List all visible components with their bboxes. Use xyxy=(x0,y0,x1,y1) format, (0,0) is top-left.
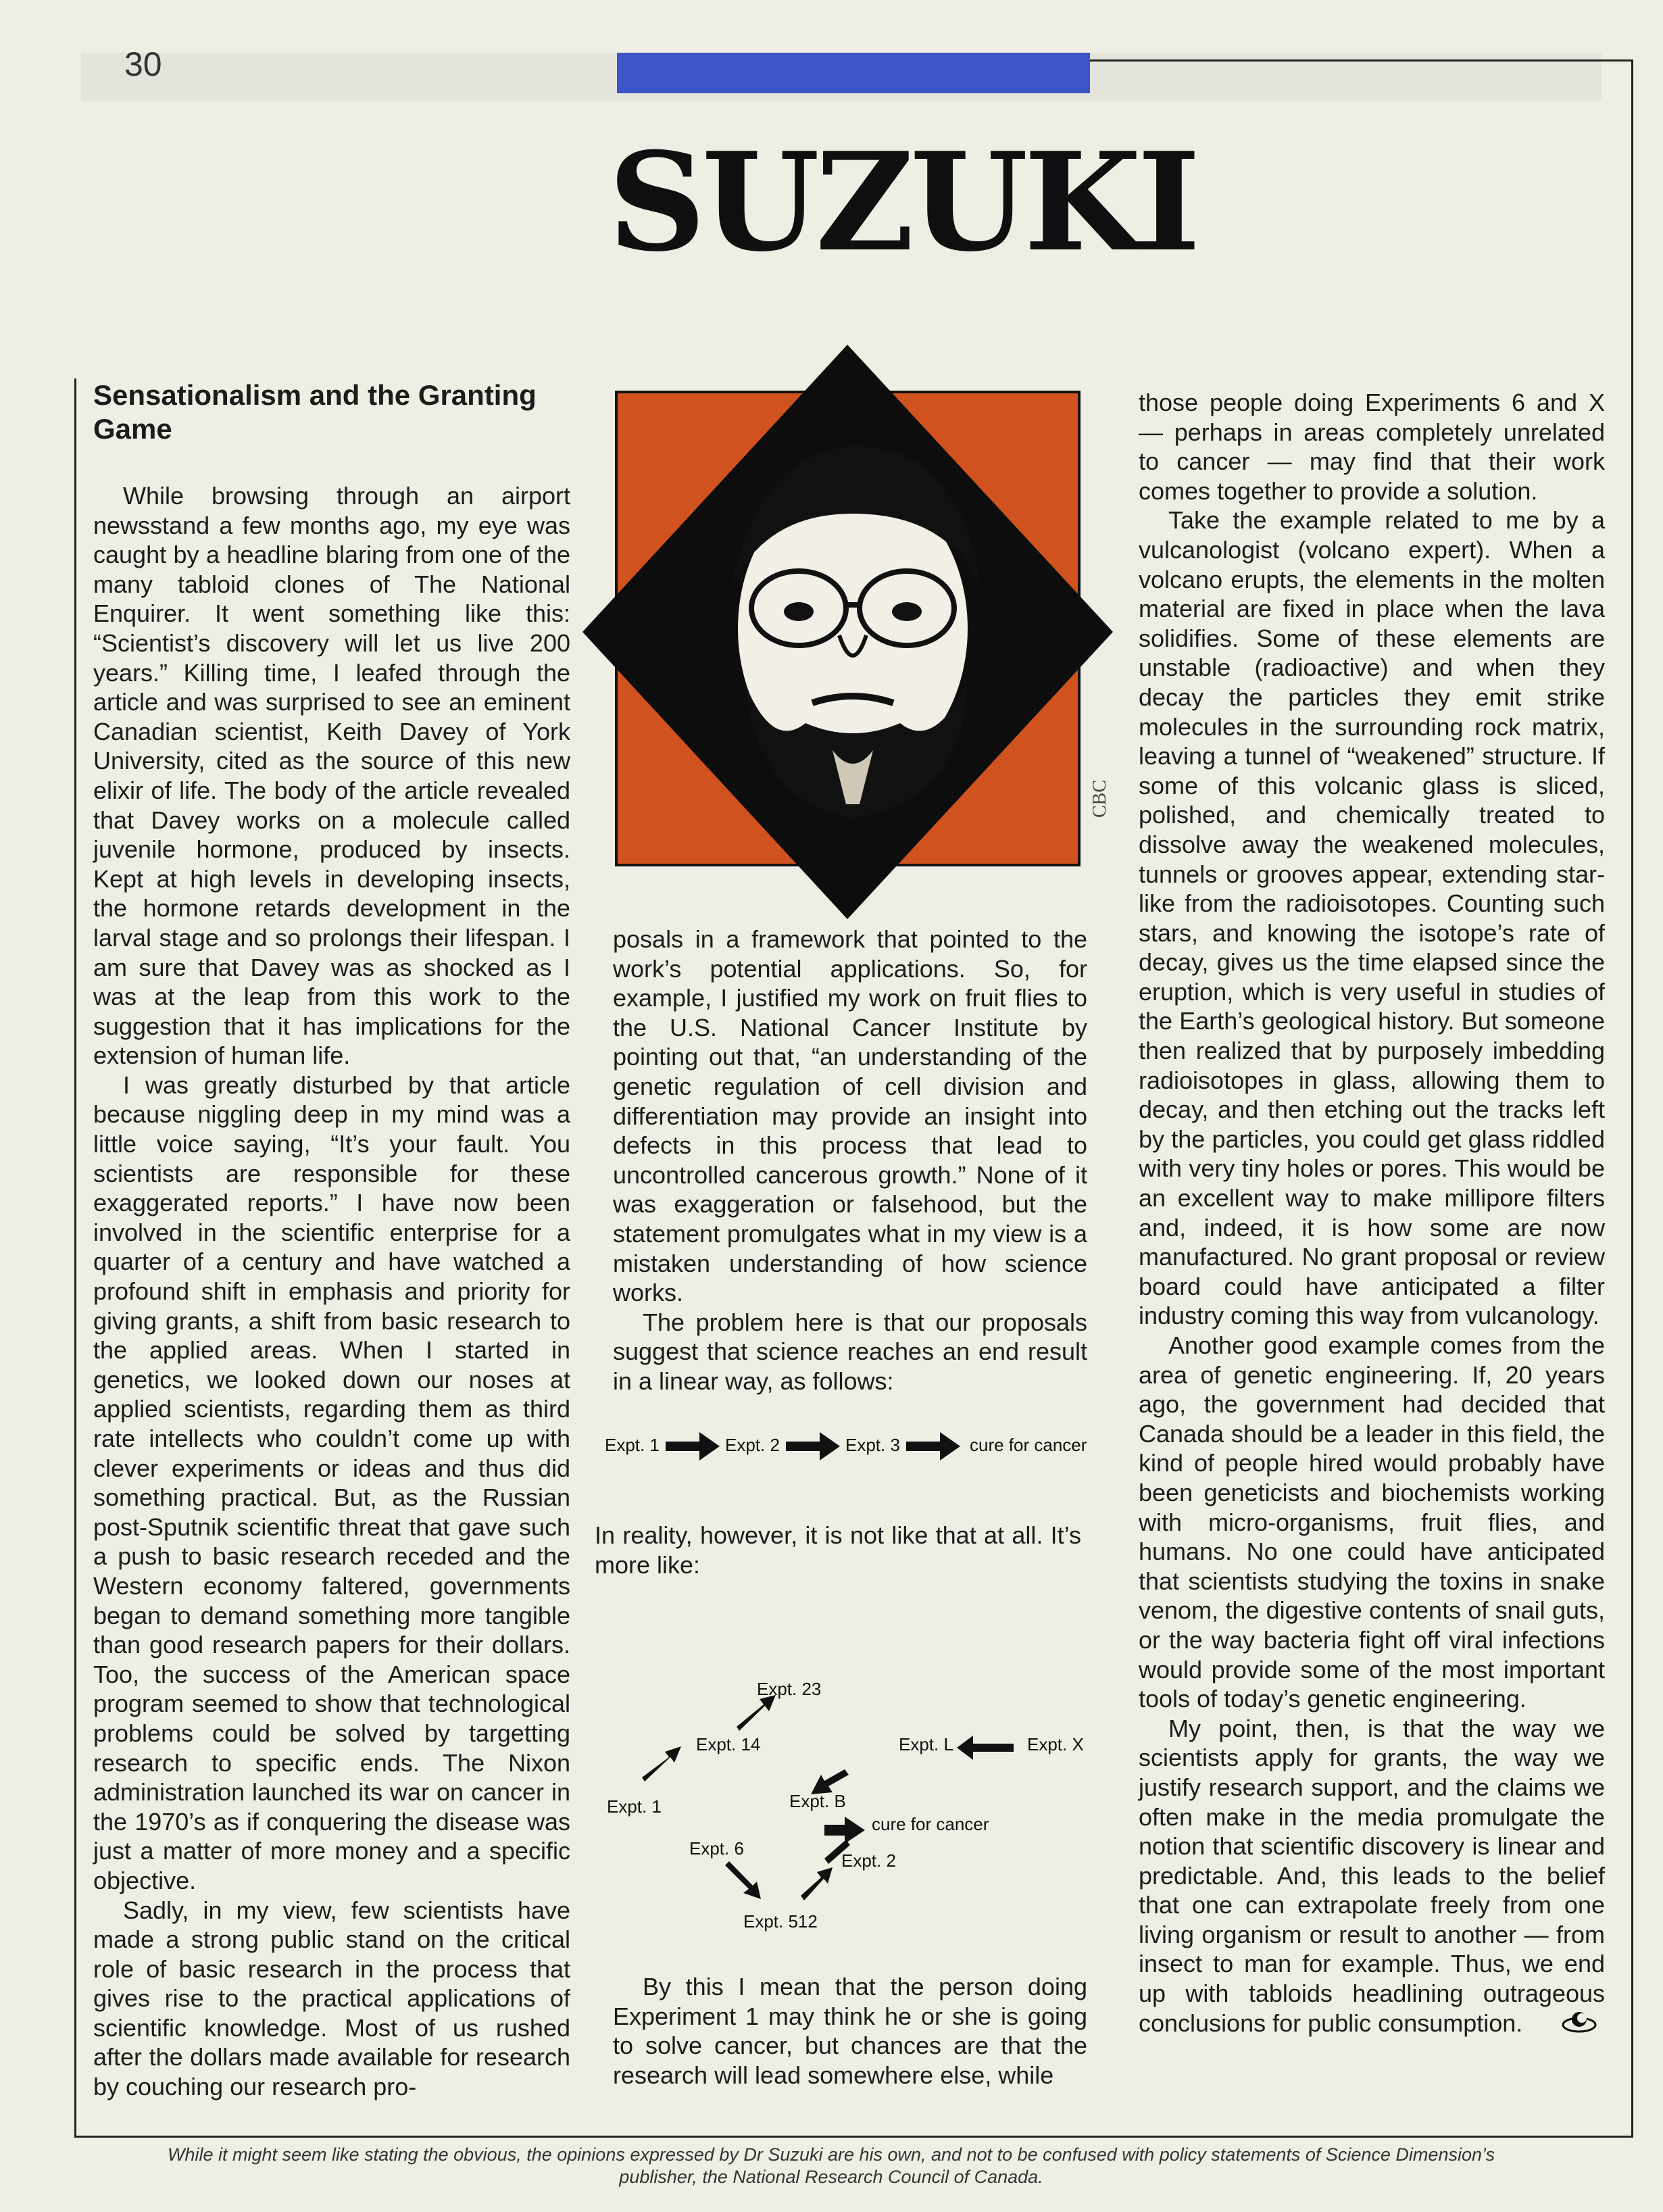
portrait-illustration xyxy=(582,345,1113,919)
network-arrows xyxy=(595,1663,1108,1946)
node-expt512: Expt. 512 xyxy=(743,1911,818,1932)
linear-label-cure: cure for cancer xyxy=(970,1435,1087,1455)
column-3 xyxy=(1139,388,1605,2040)
frame-rule-bottom xyxy=(74,2136,1633,2138)
paragraph: posals in a framework that pointed to the work’s potential applications. So, for example, I justified my work on fruit flies to the U.S. National Cancer Institute by pointing out that, “an understanding of the genetic regulation of cell division and differentiation may provide an insight into defects in this process that lead to uncontrolled cancerous growth.” None of it was exaggeration or falsehood, but the statement promulgates what in my view is a mistaken understanding of how science works. xyxy=(613,925,1087,1307)
linear-label-expt1: Expt. 1 xyxy=(605,1435,660,1455)
column-1 xyxy=(93,481,570,2102)
column-2-upper xyxy=(613,925,1087,1396)
paragraph: In reality, however, it is not like that at all. It’s more like: xyxy=(595,1521,1081,1579)
node-expt2: Expt. 2 xyxy=(841,1850,896,1871)
network-diagram xyxy=(595,1663,1108,1946)
frame-rule-right xyxy=(1631,59,1633,2138)
column-title: SUZUKI xyxy=(608,123,1197,282)
paragraph: By this I mean that the person doing Experiment 1 may think he or she is going to solve cancer, but chances are that the research will lead somewhere else, while xyxy=(613,1973,1087,2089)
paragraph: Take the example related to me by a vulcanologist (volcano expert). When a volcano erupts, the elements in the molten material are fixed in place when the lava solidifies. Some of these elements are unstable (radioactive) and when they decay the particles they emit strike molecules in the surrounding rock matrix, leaving a tunnel of “weakened” structure. If some of this volcanic glass is sliced, polished, and chemically treated to dissolve away the weakened molecules, tunnels or grooves appear, extending star-like from the radioisotopes. Counting such stars, and knowing the isotope’s rate of decay, gives us the time elapsed since the eruption, which is very useful in studies of the Earth’s geological history. But someone then realized that by purposely imbedding radioisotopes in glass, allowing them to decay, and then etching out the tracks left by the particles, you could get glass riddled with very tiny holes or pores. This would be an excellent way to make millipore filters and, indeed, it is how some are now manufactured. No grant proposal or review board could have anticipated a filter industry coming this way from vulcanology. xyxy=(1139,506,1605,1330)
node-expt6: Expt. 6 xyxy=(689,1838,744,1859)
paragraph: Sadly, in my view, few scientists have made a strong public stand on the critical role of basic research in the process that gives rise to the practical applications of scientific knowledge. Most of us rushed after the dollars made available for research by couching our research pro- xyxy=(93,1896,570,2101)
photo-credit: CBC xyxy=(1089,779,1110,818)
frame-rule-top xyxy=(1090,59,1633,62)
linear-label-expt2: Expt. 2 xyxy=(725,1435,780,1455)
paragraph: While browsing through an airport newsstand a few months ago, my eye was caught by a headline blaring from one of the many tabloid clones of The National Enquirer. It went something like this: “Scientist’s discovery will let us live 200 years.” Killing time, I leafed through the article and was surprised to see an eminent Canadian scientist, Keith Davey of York University, cited as the source of this new elixir of life. The body of the article revealed that Davey works on a molecule called juvenile hormone, produced by insects. Kept at high levels in developing insects, the hormone retards development in the larval stage and so prolongs their lifespan. I am sure that Davey was as shocked as I was at the leap from this work to the suggestion that it has implications for the extension of human life. xyxy=(93,482,570,1070)
end-mark-icon xyxy=(1532,2010,1597,2040)
accent-bar xyxy=(617,53,1090,93)
paragraph: The problem here is that our proposals suggest that science reaches an end result in a linear way, as follows: xyxy=(613,1308,1087,1395)
linear-label-expt3: Expt. 3 xyxy=(845,1435,900,1455)
linear-diagram xyxy=(605,1429,1101,1470)
node-expt1: Expt. 1 xyxy=(607,1796,662,1817)
frame-rule-left xyxy=(74,378,76,2138)
node-cure: cure for cancer xyxy=(872,1814,989,1834)
paragraph: I was greatly disturbed by that article because niggling deep in my mind was a little voice saying, “It’s your fault. You scientists are responsible for these exaggerated reports.” I have now been involved in the scientific enterprise for a quarter of a century and have watched a profound shift in emphasis and priority for giving grants, a shift from basic research to the applied areas. When I started in genetics, we looked down our noses at applied scientists, regarding them as third rate intellects who couldn’t come up with clever experiments or ideas and thus did something practical. But, as the Russian post-Sputnik scientific threat that gave such a push to basic research receded and the Western economy faltered, governments began to demand something more tangible than good research papers for their dollars. Too, the success of the American space program seemed to show that technological problems could be solved by targetting research to specific ends. The Nixon administration launched its war on cancer in the 1970’s as if conquering the disease was just a matter of more money and a specific objective. xyxy=(93,1071,570,1894)
paragraph: those people doing Experiments 6 and X — perhaps in areas completely unrelated to cancer — may find that their work comes together to provide a solution. xyxy=(1139,389,1605,505)
node-exptB: Expt. B xyxy=(789,1791,846,1811)
node-expt23: Expt. 23 xyxy=(757,1679,822,1699)
arrow-icon xyxy=(786,1429,840,1463)
paragraph xyxy=(1139,1714,1605,2040)
arrow-icon xyxy=(666,1429,720,1463)
column-2-lower xyxy=(613,1972,1087,2090)
footer-disclaimer: While it might seem like stating the obvious, the opinions expressed by Dr Suzuki are his own, and not to be confused with policy statements of Science Dimension’s publisher, the National Research Council of Canada. xyxy=(167,2144,1495,2187)
node-exptL: Expt. L xyxy=(899,1734,953,1754)
paragraph-text: My point, then, is that the way we scientists apply for grants, the way we justify research support, and the claims we often make in the media promulgate the notion that scientific discovery is linear and predictable. And, this leads to the belief that one can extrapolate freely from one living organism or result to another — from insect to man for example. Thus, we end up with tabloids headlining outrageous conclusions for public consumption. xyxy=(1139,1714,1605,2037)
article-headline: Sensationalism and the Granting Game xyxy=(93,379,537,445)
node-exptX: Expt. X xyxy=(1027,1734,1084,1754)
column-2-middle xyxy=(595,1521,1081,1579)
page-number: 30 xyxy=(124,45,162,83)
arrow-icon xyxy=(906,1429,960,1463)
node-expt14: Expt. 14 xyxy=(696,1734,761,1754)
paragraph: Another good example comes from the area of genetic engineering. If, 20 years ago, the government had decided that Canada should be a leader in this field, the kind of people hired would probably have been geneticists and biochemists working with micro-organisms, fruit flies, and humans. No one could have anticipated that scientists studying the toxins in snake venom, the digestive contents of snail guts, or the way bacteria fight off viral infections would provide some of the most important tools of today’s genetic engineering. xyxy=(1139,1331,1605,1713)
